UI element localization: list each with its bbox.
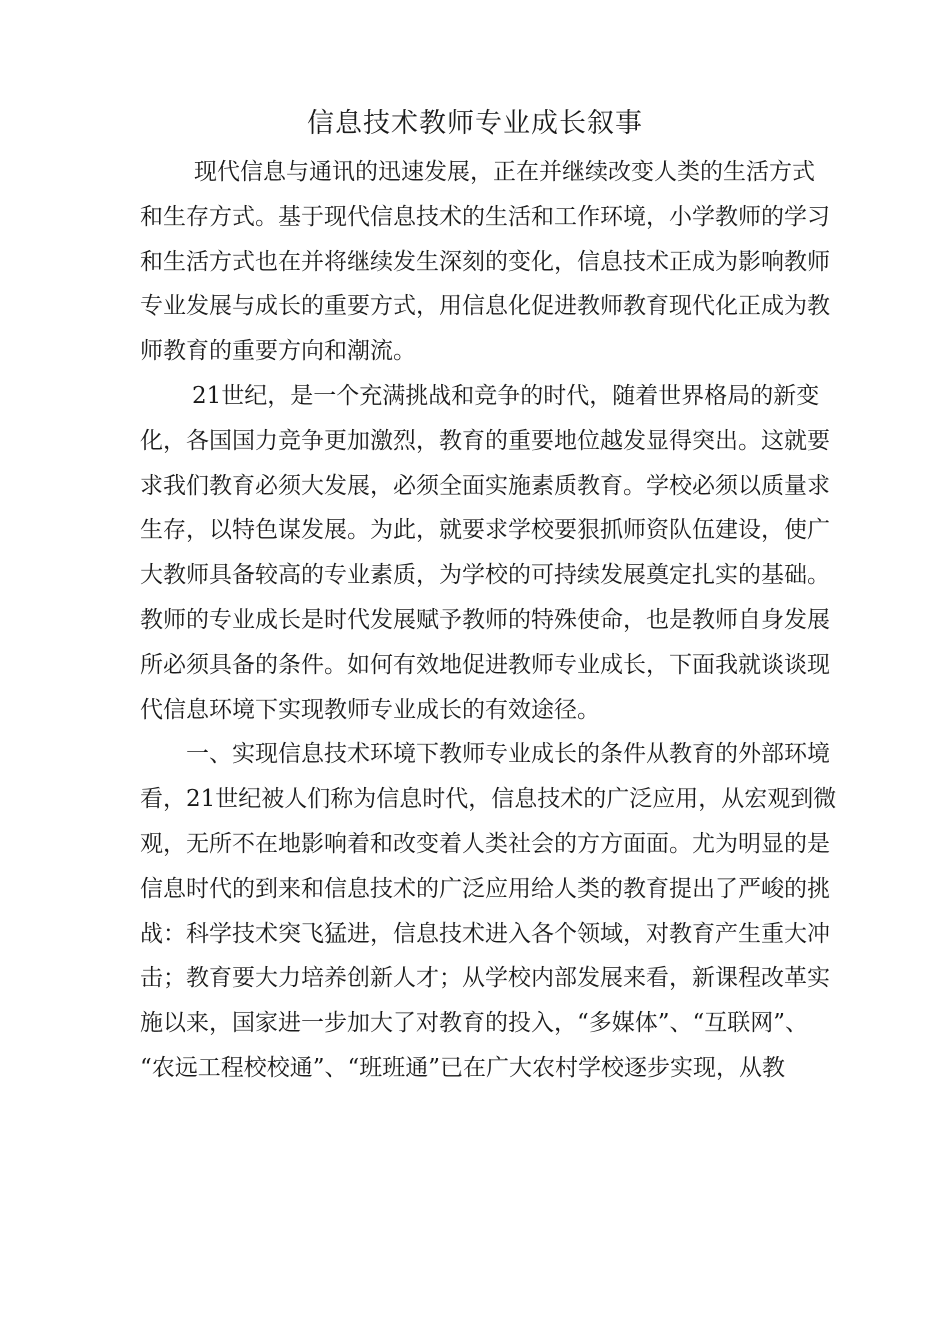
paragraph-3-line-4: 信息时代的到来和信息技术的广泛应用给人类的教育提出了严峻的挑	[140, 875, 830, 902]
paragraph-1-line-5: 师教育的重要方向和潮流。	[140, 338, 416, 365]
paragraph-3-line-1: 一、实现信息技术环境下教师专业成长的条件从教育的外部环境	[186, 741, 830, 768]
paragraph-3-line-2: 看，21世纪被人们称为信息时代，信息技术的广泛应用，从宏观到微	[140, 786, 837, 813]
paragraph-1-line-2: 和生存方式。基于现代信息技术的生活和工作环境，小学教师的学习	[140, 203, 830, 230]
paragraph-2-line-6: 教师的专业成长是时代发展赋予教师的特殊使命，也是教师自身发展	[140, 606, 830, 633]
paragraph-3-line-5: 战：科学技术突飞猛进，信息技术进入各个领域，对教育产生重大冲	[140, 920, 830, 947]
paragraph-1-line-3: 和生活方式也在并将继续发生深刻的变化，信息技术正成为影响教师	[140, 248, 830, 275]
paragraph-2-line-7: 所必须具备的条件。如何有效地促进教师专业成长，下面我就谈谈现	[140, 651, 830, 678]
paragraph-1-line-1: 现代信息与通讯的迅速发展，正在并继续改变人类的生活方式	[194, 159, 815, 185]
paragraph-2-line-3: 求我们教育必须大发展，必须全面实施素质教育。学校必须以质量求	[140, 472, 830, 499]
paragraph-2-line-8: 代信息环境下实现教师专业成长的有效途径。	[140, 696, 600, 723]
document-body	[140, 150, 837, 1091]
paragraph-3-line-7: 施以来，国家进一步加大了对教育的投入，“多媒体”、“互联网”、	[140, 1010, 809, 1037]
paragraph-2-line-4: 生存，以特色谋发展。为此，就要求学校要狠抓师资队伍建设，使广	[140, 517, 830, 544]
document-title: 信息技术教师专业成长叙事	[307, 108, 643, 139]
paragraph-2-line-5: 大教师具备较高的专业素质，为学校的可持续发展奠定扎实的基础。	[140, 562, 830, 589]
paragraph-3-line-8: “农远工程校校通”、“班班通”已在广大农村学校逐步实现，从教	[140, 1054, 786, 1081]
paragraph-2-line-2: 化，各国国力竞争更加激烈，教育的重要地位越发显得突出。这就要	[140, 427, 830, 454]
paragraph-2-line-1: 21世纪，是一个充满挑战和竞争的时代，随着世界格局的新变	[192, 382, 820, 409]
paragraph-1-line-4: 专业发展与成长的重要方式，用信息化促进教师教育现代化正成为教	[140, 293, 830, 320]
paragraph-3-line-3: 观，无所不在地影响着和改变着人类社会的方方面面。尤为明显的是	[140, 830, 830, 857]
paragraph-3-line-6: 击；教育要大力培养创新人才；从学校内部发展来看，新课程改革实	[140, 965, 830, 992]
